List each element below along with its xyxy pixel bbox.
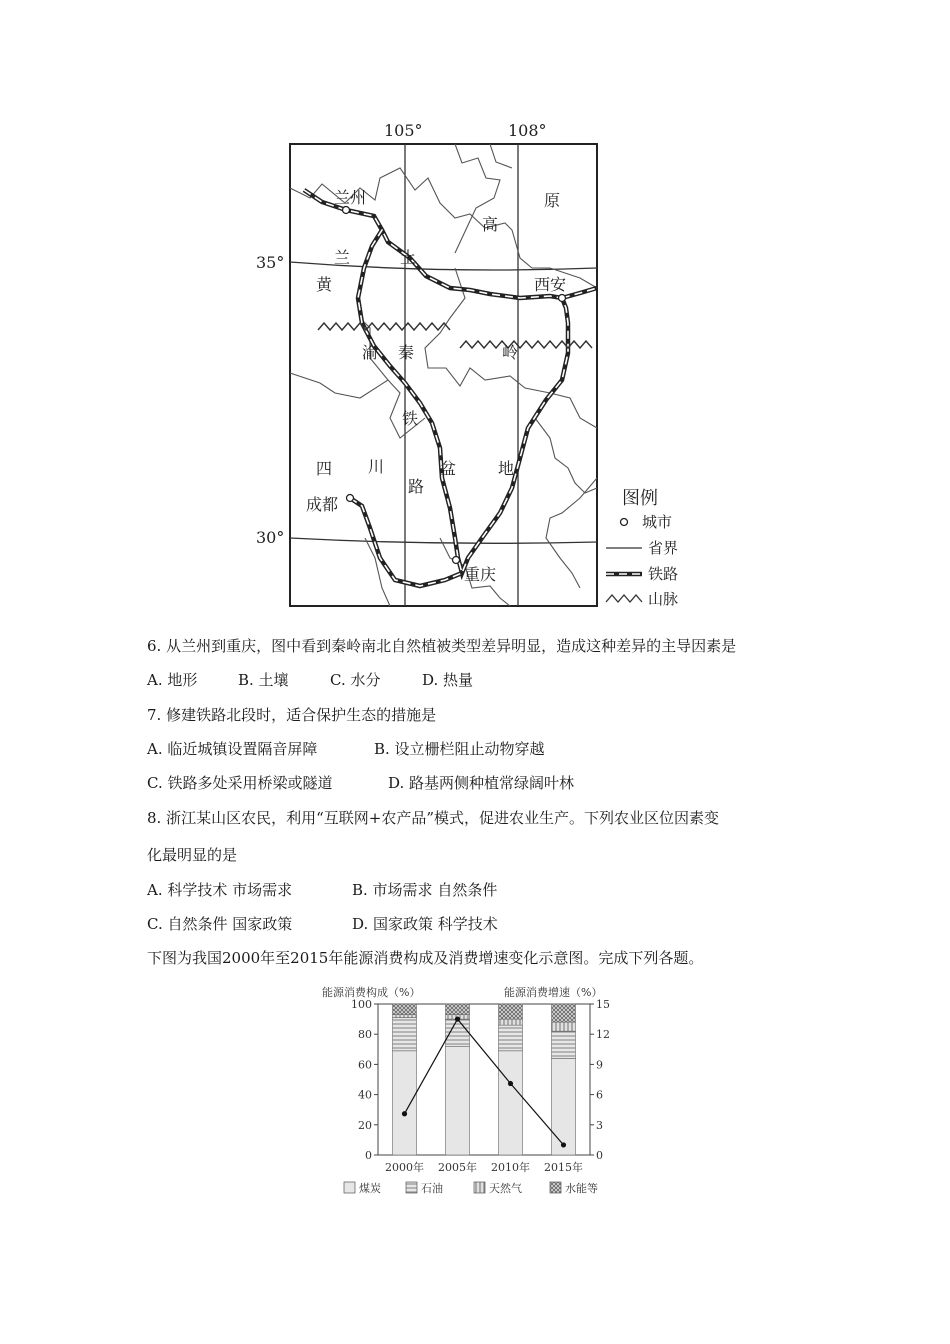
map-svg (250, 118, 710, 618)
growth-rate-point (402, 1111, 407, 1116)
energy-chart-svg (318, 982, 618, 1204)
legend-label: 煤炭 (359, 1182, 381, 1195)
legend-mountain-icon (606, 595, 642, 602)
oil-bar (499, 1025, 523, 1051)
chongqing-city-marker (453, 557, 460, 564)
lat-label-35: 35° (256, 253, 285, 272)
lan-char: 兰 (334, 248, 351, 267)
legend-swatch (550, 1182, 561, 1193)
growth-rate-point (561, 1142, 566, 1147)
q7-option-a: A. 临近城镇设置隔音屏障 (147, 740, 318, 758)
category-label: 2015年 (544, 1161, 583, 1174)
q7-option-b: B. 设立栅栏阻止动物穿越 (374, 740, 545, 758)
growth-rate-point (508, 1081, 513, 1086)
lon-label-105: 105° (384, 121, 423, 140)
q6-option-c: C. 水分 (330, 671, 381, 689)
basin-char-4: 地 (498, 459, 515, 478)
category-label: 2000年 (385, 1161, 424, 1174)
growth-rate-line (405, 1019, 564, 1145)
lat-label-30: 30° (256, 528, 285, 547)
lon-label-108: 108° (508, 121, 547, 140)
map-frame (290, 144, 597, 606)
growth-rate-point (455, 1017, 460, 1022)
basin-char-1: 四 (316, 459, 333, 478)
hydro-bar (446, 1004, 470, 1015)
qinling-mountain-range (318, 323, 592, 348)
chengdu-city-marker (347, 495, 354, 502)
q8-option-b: B. 市场需求 自然条件 (352, 881, 498, 899)
basin-char-3: 盆 (440, 459, 457, 478)
oil-bar (552, 1031, 576, 1058)
legend-swatch (406, 1182, 417, 1193)
coal-bar (552, 1058, 576, 1155)
right-tick-label: 12 (596, 1028, 610, 1042)
qinling-char-1: 秦 (398, 343, 415, 362)
chongqing-label: 重庆 (464, 565, 497, 584)
question-7-stem: 7. 修建铁路北段时，适合保护生态的措施是 (147, 706, 437, 724)
legend-boundary-label: 省界 (648, 539, 679, 557)
lanzhou-label: 兰州 (334, 188, 367, 207)
xian-city-marker (559, 295, 566, 302)
right-tick-label: 6 (596, 1088, 603, 1102)
right-tick-label: 9 (596, 1058, 603, 1072)
left-tick-label: 80 (358, 1028, 372, 1042)
left-tick-label: 60 (358, 1058, 372, 1072)
q8-option-d: D. 国家政策 科学技术 (352, 915, 498, 933)
legend-swatch (344, 1182, 355, 1193)
railway-map (250, 118, 710, 618)
gas-bar (393, 1015, 417, 1018)
question-8-stem-line1: 8. 浙江某山区农民，利用“互联网+农产品”模式，促进农业生产。下列农业区位因素变 (147, 809, 719, 827)
xian-label: 西安 (534, 275, 567, 294)
map-legend (606, 488, 678, 608)
energy-chart (318, 982, 618, 1204)
plateau-char-2: 土 (400, 248, 417, 267)
category-label: 2005年 (438, 1161, 477, 1174)
basin-char-2: 川 (368, 457, 385, 476)
plateau-char-1: 黄 (316, 275, 333, 294)
q8-option-a: A. 科学技术 市场需求 (147, 881, 293, 899)
coal-bar (499, 1051, 523, 1155)
legend-label: 水能等 (565, 1182, 598, 1195)
oil-bar (446, 1019, 470, 1046)
oil-bar (393, 1018, 417, 1051)
category-label: 2010年 (491, 1161, 530, 1174)
gas-bar (499, 1019, 523, 1025)
left-tick-label: 20 (358, 1118, 372, 1132)
legend-swatch (474, 1182, 485, 1193)
left-tick-label: 40 (358, 1088, 372, 1102)
chart-intro: 下图为我国2000年至2015年能源消费构成及消费增速变化示意图。完成下列各题。 (147, 949, 704, 967)
q8-option-c: C. 自然条件 国家政策 (147, 915, 293, 933)
railway-char-3: 路 (408, 477, 425, 496)
plateau-char-3: 高 (482, 215, 499, 234)
left-tick-label: 100 (351, 998, 372, 1011)
chengdu-label: 成都 (306, 495, 339, 514)
legend-mountain-label: 山脉 (648, 590, 679, 608)
province-boundaries (290, 144, 597, 606)
legend-city-label: 城市 (642, 513, 673, 531)
legend-label: 石油 (421, 1182, 443, 1195)
legend-title: 图例 (622, 488, 658, 509)
q7-option-c: C. 铁路多处采用桥梁或隧道 (147, 774, 333, 792)
hydro-bar (393, 1004, 417, 1015)
coal-bar (393, 1051, 417, 1155)
left-axis-title: 能源消费构成（%） (322, 986, 421, 999)
right-tick-label: 0 (596, 1149, 603, 1162)
hydro-bar (499, 1004, 523, 1019)
right-axis-title: 能源消费增速（%） (504, 986, 603, 999)
q6-option-d: D. 热量 (422, 671, 474, 689)
plateau-char-4: 原 (544, 191, 561, 210)
parallel-30 (290, 538, 597, 543)
gas-bar (552, 1022, 576, 1031)
railway-char-1: 渝 (362, 343, 379, 362)
hydro-bar (552, 1004, 576, 1022)
railway-char-2: 铁 (402, 409, 419, 428)
right-tick-label: 3 (596, 1118, 603, 1132)
q6-option-a: A. 地形 (147, 671, 198, 689)
q6-option-b: B. 土壤 (238, 671, 289, 689)
legend-label: 天然气 (489, 1182, 522, 1195)
right-tick-label: 15 (596, 998, 610, 1011)
left-tick-label: 0 (365, 1149, 372, 1162)
qinling-char-2: 岭 (502, 343, 519, 362)
question-8-stem-line2: 化最明显的是 (147, 846, 238, 864)
lanzhou-city-marker (343, 207, 350, 214)
legend-city-icon (621, 519, 628, 526)
question-6-stem: 6. 从兰州到重庆，图中看到秦岭南北自然植被类型差异明显，造成这种差异的主导因素是 (147, 637, 737, 655)
coal-bar (446, 1046, 470, 1155)
legend-railway-label: 铁路 (648, 565, 679, 583)
q7-option-d: D. 路基两侧种植常绿阔叶林 (388, 774, 575, 792)
